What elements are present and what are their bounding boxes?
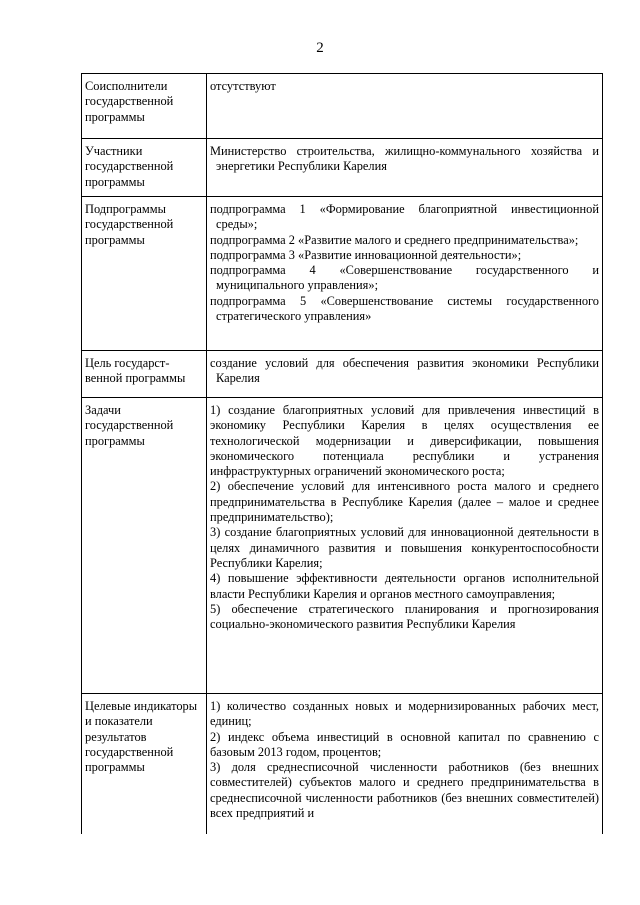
table-row: [82, 351, 603, 398]
list-item: 1) количество созданных новых и модернизированных рабочих мест, единиц;: [210, 699, 599, 729]
list-item: 2) обеспечение условий для интенсивного роста малого и среднего предпринимательства в Республике Карелия (далее – малое и среднее предпринимательство);: [210, 479, 599, 525]
table-row: [82, 694, 603, 834]
list-item: 1) создание благоприятных условий для привлечения инвестиций в экономику Республики Карелия в целях осуществления ее технологической модернизации и диверсификации, повышения экономического потенциала республики и устранения инфраструктурных ограничений экономического роста;: [210, 403, 599, 479]
row-label-goal: Цель государст-венной программы: [82, 351, 207, 398]
list-item: 5) обеспечение стратегического планирования и прогнозирования социально-экономического развития Республики Карелия: [210, 601, 599, 632]
row-label-participants: Участники государственной программы: [82, 139, 207, 197]
list-item: подпрограмма 4 «Совершенствование государственного и муниципального управления»;: [210, 263, 599, 293]
row-label-coexecutors: Соисполнители государственной программы: [82, 74, 207, 139]
row-value-tasks: [207, 398, 603, 694]
list-item: 3) доля среднесписочной численности работников (без внешних совместителей) субъектов малого и среднего предпринимательства в среднесписочной численности работников (без внешних совместителей) всех предприятий и: [210, 760, 599, 821]
list-item: подпрограмма 3 «Развитие инновационной деятельности»;: [210, 247, 522, 262]
list-item: 4) повышение эффективности деятельности органов исполнительной власти Республики Карелия и органов местного самоуправления;: [210, 571, 599, 601]
table-row: [82, 398, 603, 694]
list-item: 3) создание благоприятных условий для инновационной деятельности в целях динамичного развития и повышения конкурентоспособности Республики Карелия;: [210, 525, 599, 570]
row-value-indicators: [207, 694, 603, 834]
program-passport-table: [81, 73, 603, 834]
row-label-subprograms: Подпрограммы государственной программы: [82, 197, 207, 351]
list-item: 2) индекс объема инвестиций в основной капитал по сравнению с базовым 2013 годом, процентов;: [210, 729, 599, 759]
list-item: подпрограмма 5 «Совершенствование системы государственного стратегического управления»: [210, 293, 599, 324]
list-item: подпрограмма 1 «Формирование благоприятной инвестиционной среды»;: [210, 202, 599, 232]
table-row: [82, 74, 603, 139]
row-value-subprograms: [207, 197, 603, 351]
row-label-indicators: Целевые индикаторы и показатели результатов государственной программы: [82, 694, 207, 834]
row-label-tasks: Задачи государственной программы: [82, 398, 207, 694]
table-row: [82, 139, 603, 197]
list-item: подпрограмма 2 «Развитие малого и среднего предпринимательства»;: [210, 232, 579, 247]
row-value-goal: создание условий для обеспечения развития экономики Республики Карелия: [207, 351, 603, 398]
page-number: 2: [316, 40, 324, 56]
table-row: [82, 197, 603, 351]
row-value-participants: Министерство строительства, жилищно-коммунального хозяйства и энергетики Республики Карелия: [207, 139, 603, 197]
row-value-coexecutors: отсутствуют: [207, 74, 603, 139]
